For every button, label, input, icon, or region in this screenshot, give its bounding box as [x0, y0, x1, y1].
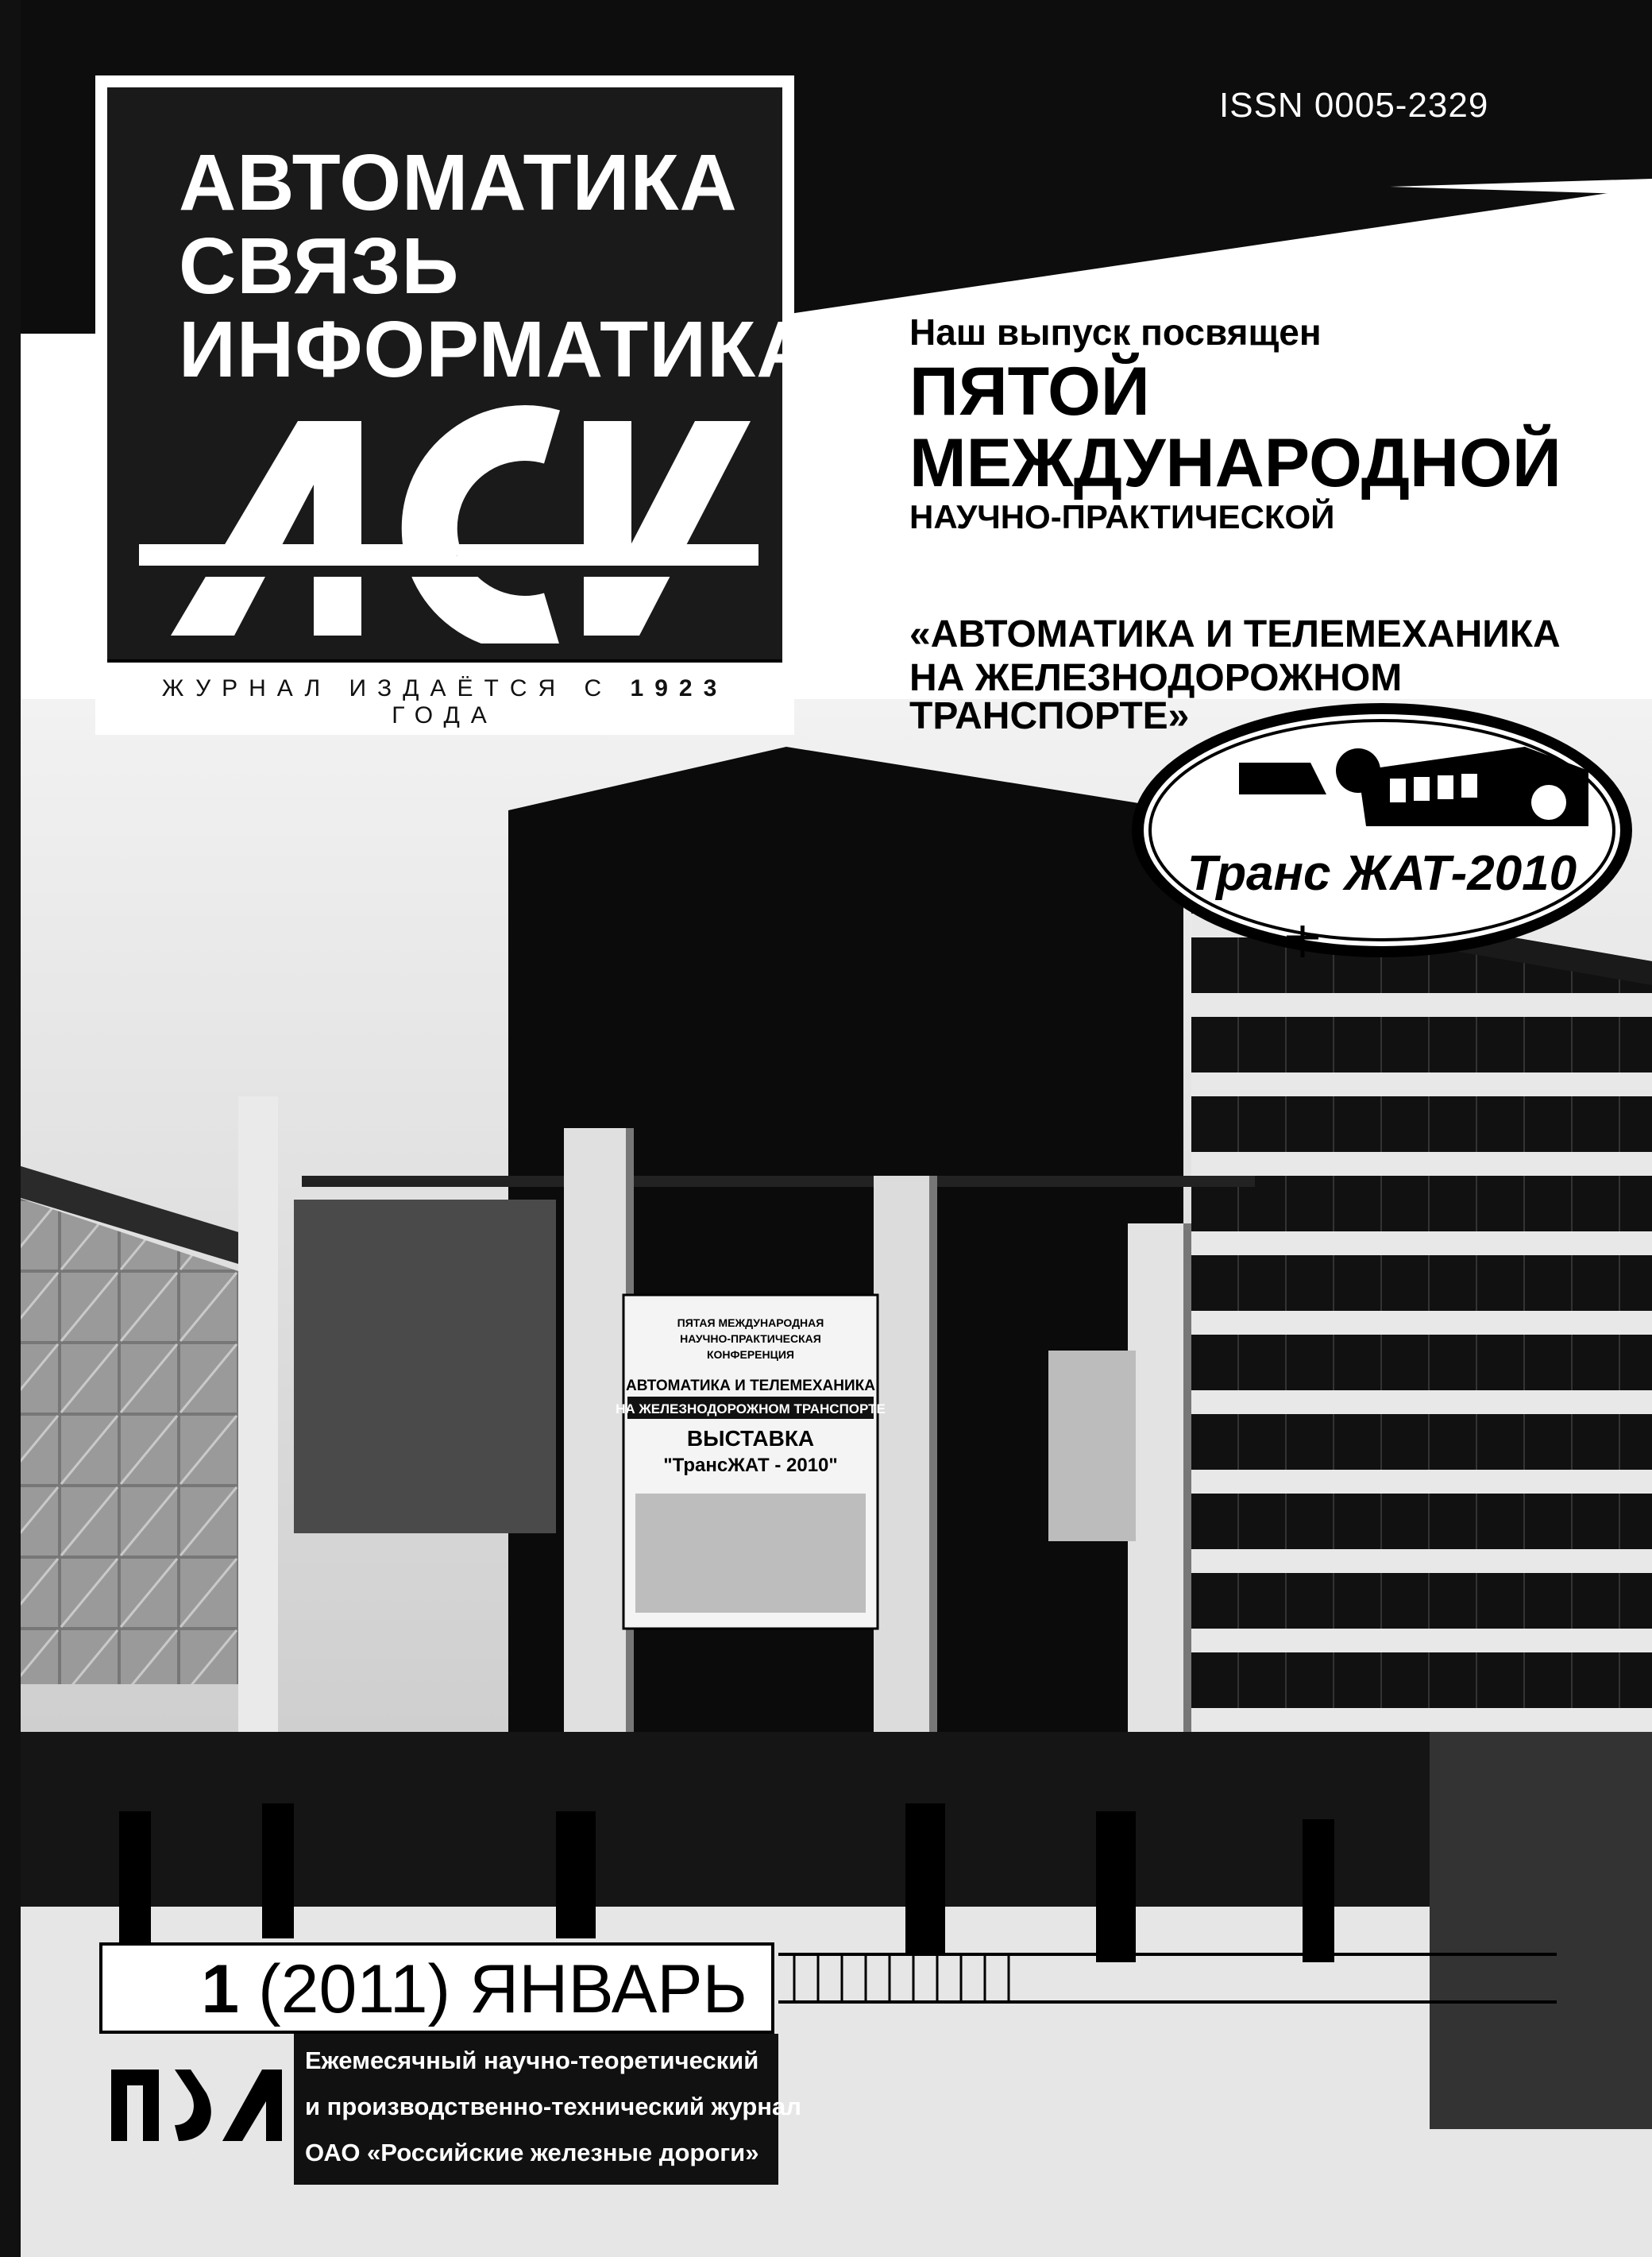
transzhat-emblem	[1128, 699, 1636, 961]
published-since	[107, 675, 782, 729]
headline-line-1: ПЯТОЙ	[909, 354, 1150, 430]
description-line-1: Ежемесячный научно-теоретический	[305, 2046, 759, 2074]
headline-line-3: НАУЧНО-ПРАКТИЧЕСКОЙ	[909, 498, 1335, 535]
headline-intro: Наш выпуск посвящен	[909, 311, 1322, 353]
rzd-logo-text: РЖД	[193, 2154, 196, 2155]
conference-title-line-2: НА ЖЕЛЕЗНОДОРОЖНОМ ТРАНСПОРТЕ»	[909, 657, 1403, 737]
description-line-2: и производственно-технический журнал	[305, 2093, 801, 2120]
rzd-logo	[103, 2054, 286, 2157]
banner-line-1: ПЯТАЯ МЕЖДУНАРОДНАЯ	[677, 1316, 824, 1329]
issue-year: (2011)	[257, 1951, 451, 2027]
issue-number: 1	[201, 1951, 240, 2027]
headline-line-2: МЕЖДУНАРОДНОЙ	[909, 425, 1561, 501]
masthead-dark-panel	[107, 87, 815, 659]
since-year: 1923	[630, 675, 728, 701]
issue-box	[99, 1942, 774, 2034]
asi-logo-text: АСИ	[455, 556, 458, 557]
title-line-1: АВТОМАТИКА	[179, 138, 738, 227]
since-prefix: ЖУРНАЛ ИЗДАЁТСЯ С	[161, 675, 613, 701]
masthead-rule	[107, 659, 782, 663]
title-line-2: СВЯЗЬ	[179, 222, 460, 311]
issn: ISSN 0005-2329	[1219, 86, 1489, 125]
banner-line-5: НА ЖЕЛЕЗНОДОРОЖНОМ ТРАНСПОРТЕ	[616, 1401, 886, 1416]
title-line-3: ИНФОРМАТИКА	[179, 305, 815, 394]
banner-line-7: "ТрансЖАТ - 2010"	[663, 1455, 838, 1476]
since-suffix: ГОДА	[392, 702, 498, 729]
banner-line-3: КОНФЕРЕНЦИЯ	[707, 1348, 794, 1361]
banner-line-6: ВЫСТАВКА	[686, 1426, 815, 1451]
description-line-3: ОАО «Российские железные дороги»	[305, 2139, 759, 2166]
journal-description	[294, 2034, 801, 2185]
conference-title-line-1: «АВТОМАТИКА И ТЕЛЕМЕХАНИКА	[909, 613, 1561, 655]
asi-logo	[139, 397, 774, 643]
cover-left-edge	[0, 0, 21, 2257]
emblem-text: Транс ЖАТ-2010	[1187, 846, 1577, 901]
banner-line-4: АВТОМАТИКА И ТЕЛЕМЕХАНИКА	[626, 1378, 875, 1394]
issue-line	[201, 1952, 747, 2027]
issue-month: ЯНВАРЬ	[469, 1951, 747, 2027]
banner-line-2: НАУЧНО-ПРАКТИЧЕСКАЯ	[680, 1332, 821, 1345]
